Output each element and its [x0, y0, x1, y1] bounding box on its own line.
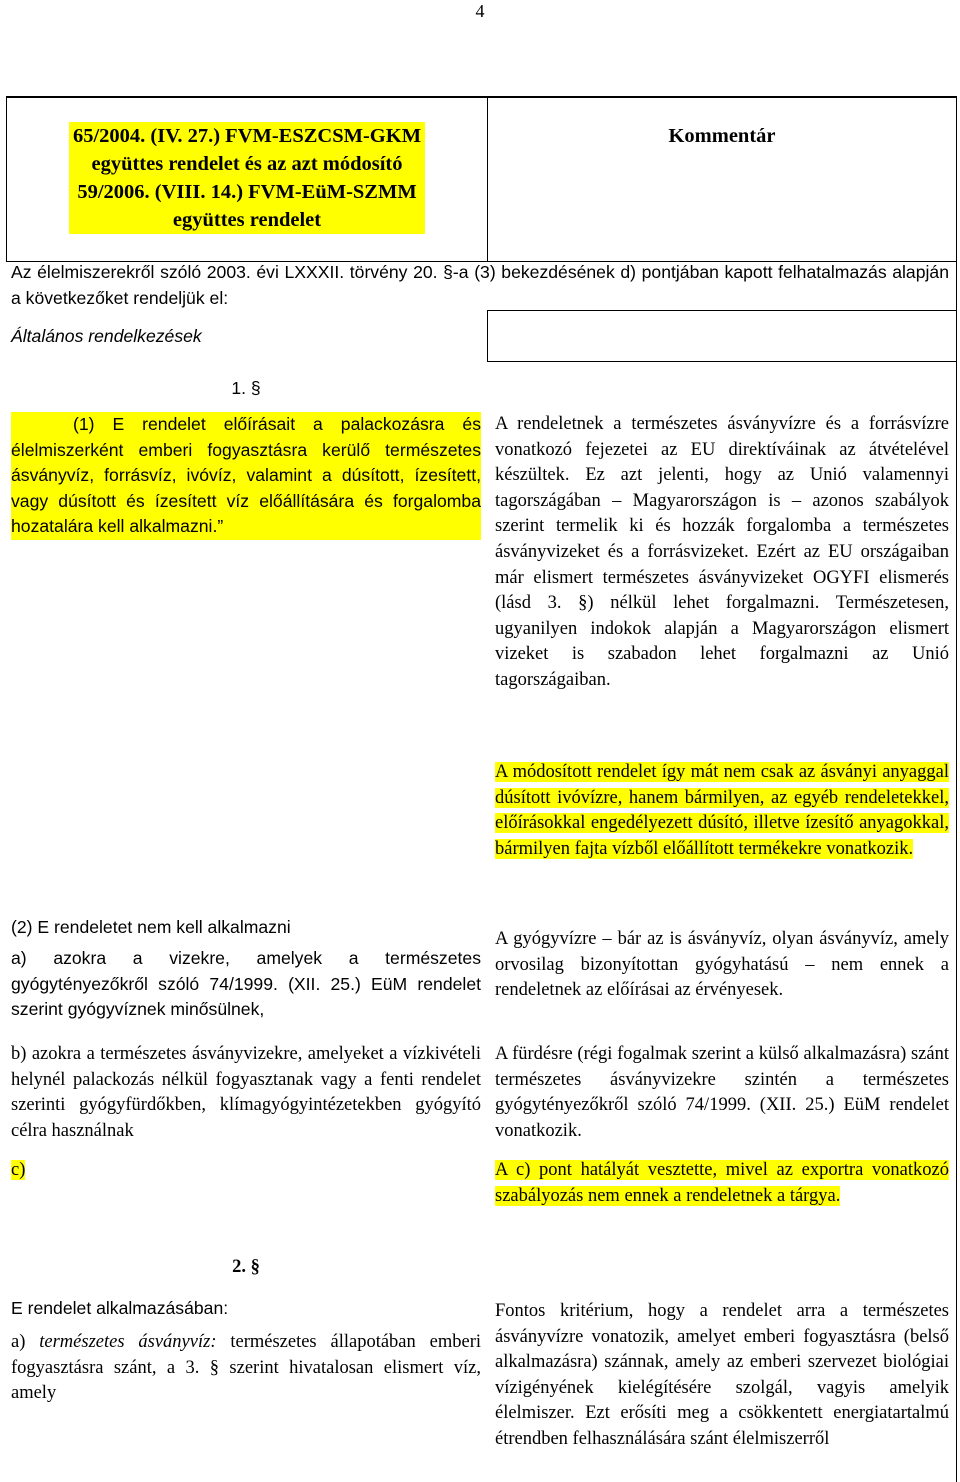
- section-1-paragraph-2: (2) E rendeletet nem kell alkalmazni: [11, 917, 291, 937]
- column-divider-middle: [487, 310, 488, 362]
- commentary-heading: Kommentár: [668, 125, 776, 147]
- comment-bathing-water: A fürdésre (régi fogalmak szerint a külső alkalmazásra) szánt természetes ásványvizekre szintén a természetes gyógytényezőkről szóló 74/1999. (XII. 25.) EüM rendelet vonatkozik.: [495, 1044, 949, 1141]
- section-1-item-c: [11, 1158, 481, 1184]
- table-left-border: [6, 96, 7, 262]
- comment-point-c: [495, 1158, 949, 1209]
- regulation-title-line-1: 65/2004. (IV. 27.) FVM-ESZCSM-GKM: [72, 125, 422, 147]
- regulation-title-line-4: együttes rendelet: [172, 209, 322, 231]
- comment-modified-regulation: [495, 760, 949, 862]
- section-2-item-a-label: a): [11, 1332, 26, 1352]
- section-1-title: 1. §: [231, 378, 261, 398]
- table-right-border: [956, 96, 957, 1482]
- comment-eu-directives: A rendeletnek a természetes ásványvízre és a forrásvízre vonatkozó fejezetei az EU direktíváinak az átvételével készültek. Ez azt jelenti, hogy az Unió valamennyi tagországában – Magyarországon is – azonos szabályok szerint termelik ki és hozzák forgalomba a természetes ásványvizeket és a forrásvizeket. Ezért az EU országaiban már elismert természetes ásványvizeket OGYFI elismerés (lásd 3. §) nélkül lehet forgalmazni. Természetesen, ugyanilyen indokok alapján a Magyarországon elismert vizeket is szabadon lehet forgalmazni az Unió tagországaiban.: [495, 414, 949, 690]
- regulation-title: [12, 122, 482, 234]
- comment-modified-regulation-text: A módosított rendelet így mát nem csak az ásványi anyaggal dúsított ivóvízre, hanem bármilyen, az egyéb rendeletekkel, előírásokkal engedélyezett dúsító, illetve ízesítő anyagokkal, bármilyen fajta vízből előállított termékekre vonatkozik.: [495, 762, 949, 859]
- section-1-item-c-label: c): [11, 1160, 26, 1180]
- section-2-item-a-term: természetes ásványvíz:: [39, 1332, 217, 1352]
- comment-key-criterion: Fontos kritérium, hogy a rendelet arra a természetes ásványvízre vonatozik, amelyet emberi fogyasztásra (belső alkalmazásra) szánnak, amely az emberi szervezet biológiai vízigényének kielégítésére szolgál, vagyis amelyik élelmiszer. Ezt erősíti meg a csökkentett energiatartalmú étrendben felhasználására szánt élelmiszerről: [495, 1301, 949, 1449]
- section-2-item-a: [11, 1330, 481, 1407]
- regulation-title-line-2: együttes rendelet és az azt módosító: [91, 153, 403, 175]
- section-1-item-a: a) azokra a vizekre, amelyek a természetes gyógytényezőkről szóló 74/1999. (XII. 25.) EüM rendelet szerint gyógyvíznek minősülnek,: [11, 948, 481, 1020]
- column-divider-top: [487, 96, 488, 262]
- section-2-item-a-text: természetes állapotában emberi fogyasztásra szánt, a 3. § szerint hivatalosan elismert víz, amely: [11, 1332, 481, 1404]
- section-2-title: 2. §: [232, 1257, 260, 1277]
- section-heading: Általános rendelkezések: [11, 326, 202, 346]
- preamble: Az élelmiszerekről szóló 2003. évi LXXXII. törvény 20. §-a (3) bekezdésének d) pontjában kapott felhatalmazás alapján a következőket rendeljük el:: [11, 262, 949, 308]
- section-1-item-b: b) azokra a természetes ásványvizekre, amelyeket a vízkivételi helynél palackozás nélkül fogyasztanak vagy a fenti rendelet szerinti gyógyfürdőkben, klímagyógyintézetekben gyógyító célra használnak: [11, 1044, 481, 1141]
- section-1-paragraph-1: (1) E rendelet előírásait a palackozásra és élelmiszerként emberi fogyasztásra kerülő természetes ásványvíz, forrásvíz, ivóvíz, valamint a dúsított, ízesített, vagy dúsított és ízesített víz előállítására és forgalomba hozatalára kell alkalmazni.”: [11, 412, 481, 540]
- comment-point-c-text: A c) pont hatályát vesztette, mivel az exportra vonatkozó szabályozás nem ennek a rendeletnek a tárgya.: [495, 1160, 949, 1206]
- regulation-title-line-3: 59/2006. (VIII. 14.) FVM-EüM-SZMM: [77, 181, 417, 203]
- comment-medicinal-water: A gyógyvízre – bár az is ásványvíz, olyan ásványvíz, amely orvosilag bizonyítottan gyógyhatású – nem ennek a rendeletnek az előírásai az érvényesek.: [495, 929, 949, 1001]
- section-2-intro: E rendelet alkalmazásában:: [11, 1298, 229, 1318]
- table-top-border: [6, 96, 957, 98]
- section-heading-rule: [487, 361, 957, 362]
- page-number: 4: [475, 1, 485, 21]
